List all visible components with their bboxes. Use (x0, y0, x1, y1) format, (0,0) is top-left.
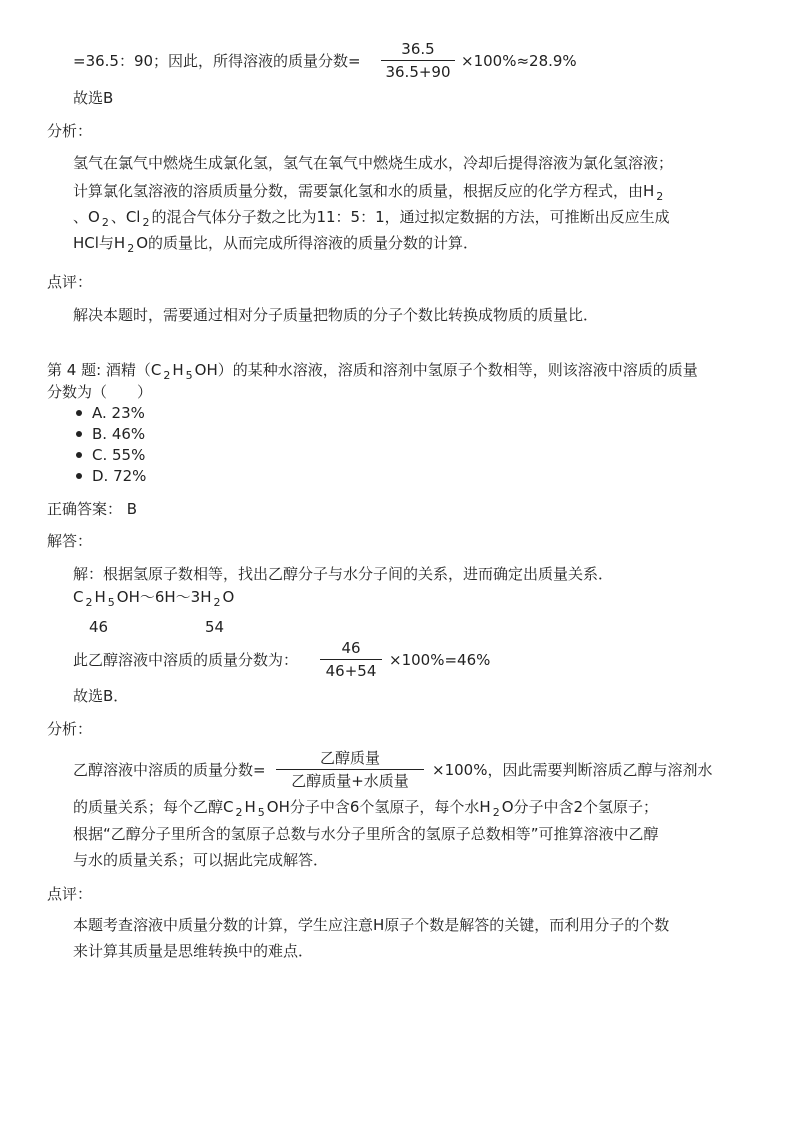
analysis-line: 乙醇溶液中溶质的质量分数= (73, 761, 266, 779)
fraction-numerator: 46 (341, 639, 361, 657)
subscript: 2 (142, 216, 150, 229)
analysis-line: HCl与H $_2$ O的质量比，从而完成所得溶液的质量分数的计算． (73, 234, 479, 255)
analysis-line: 根据“乙醇分子里所含的氢原子总数与水分子里所含的氢原子总数相等”可推算溶液中乙醇 (73, 825, 659, 843)
subscript: 2 (492, 806, 500, 819)
option-d: D. 72% (74, 466, 146, 487)
analysis-line: 氢气在氯气中燃烧生成氯化氢，氢气在氧气中燃烧生成水，冷却后提得溶液为氯化氢溶液； (73, 154, 674, 172)
analysis-line-cont: ×100%，因此需要判断溶质乙醇与溶剂水 (432, 761, 713, 779)
subscript: 2 (85, 596, 93, 609)
question-stem: 第 4 题: 酒精（C $_2$ H $_5$ OH）的某种水溶液，溶质和溶剂中氢原子个数相等，则该溶液中溶质的质量 (47, 361, 698, 382)
comment-line: 解决本题时，需要通过相对分子质量把物质的分子个数比转换成物质的质量比． (73, 306, 599, 324)
fraction-denominator: 36.5+90 (385, 63, 451, 81)
subscript: 5 (185, 369, 193, 382)
chemical-relation: C $_2$ H $_5$ OH～6H～3H $_2$ O (73, 588, 235, 609)
subscript: 2 (213, 596, 221, 609)
solution-result: ×100%=46% (389, 651, 491, 669)
calc-line: =36.5：90；因此，所得溶液的质量分数= (73, 52, 361, 70)
section-heading-solution: 解答： (47, 532, 93, 550)
subscript: 5 (107, 596, 115, 609)
fraction-ethanol (320, 639, 382, 680)
fraction-mass-ratio (381, 40, 455, 81)
correct-answer: 正确答案： B (47, 500, 138, 518)
solution-line: 解：根据氢原子数相等，找出乙醇分子与水分子间的关系，进而确定出质量关系． (73, 565, 614, 583)
subscript: 2 (101, 216, 109, 229)
select-answer-text: 故选B (73, 89, 114, 107)
calc-result: ×100%≈28.9% (461, 52, 577, 70)
option-a: A. 23% (74, 403, 146, 424)
subscript: 2 (163, 369, 171, 382)
subscript: 2 (127, 242, 135, 255)
option-c: C. 55% (74, 445, 146, 466)
subscript: 2 (656, 190, 664, 203)
analysis-line: 与水的质量关系；可以据此完成解答． (73, 851, 329, 869)
section-heading-analysis: 分析： (47, 720, 93, 738)
options-list (74, 403, 146, 487)
analysis-line: 、O $_2$ 、Cl $_2$ 的混合气体分子数之比为11：5：1，通过拟定数据的方法，可推断出反应生成 (73, 208, 670, 229)
question-stem-cont: 分数为（ ） (47, 383, 153, 401)
molar-mass-ethanol: 46 (89, 618, 109, 636)
subscript: 5 (257, 806, 265, 819)
subscript: 2 (235, 806, 243, 819)
comment-line: 来计算其质量是思维转换中的难点． (73, 942, 314, 960)
section-heading-analysis: 分析： (47, 122, 93, 140)
fraction-denominator: 46+54 (325, 662, 377, 680)
molar-mass-water: 54 (205, 618, 225, 636)
section-heading-comment: 点评： (47, 273, 93, 291)
analysis-line: 的质量关系；每个乙醇C $_2$ H $_5$ OH分子中含6个氢原子，每个水H $_2$ O分子中含2个氢原子； (73, 798, 659, 819)
fraction-mass-fraction (276, 749, 424, 790)
analysis-line: 计算氯化氢溶液的溶质质量分数，需要氯化氢和水的质量，根据反应的化学方程式，由H $_2$ (73, 182, 664, 203)
solution-fraction-line: 此乙醇溶液中溶质的质量分数为： (73, 651, 299, 669)
fraction-numerator: 乙醇质量 (319, 749, 380, 767)
select-answer-text: 故选B． (73, 687, 129, 705)
section-heading-comment: 点评： (47, 885, 93, 903)
fraction-numerator: 36.5 (401, 40, 435, 58)
comment-line: 本题考查溶液中质量分数的计算，学生应注意H原子个数是解答的关键，而利用分子的个数 (73, 916, 670, 934)
option-b: B. 46% (74, 424, 146, 445)
fraction-denominator: 乙醇质量+水质量 (291, 772, 409, 790)
